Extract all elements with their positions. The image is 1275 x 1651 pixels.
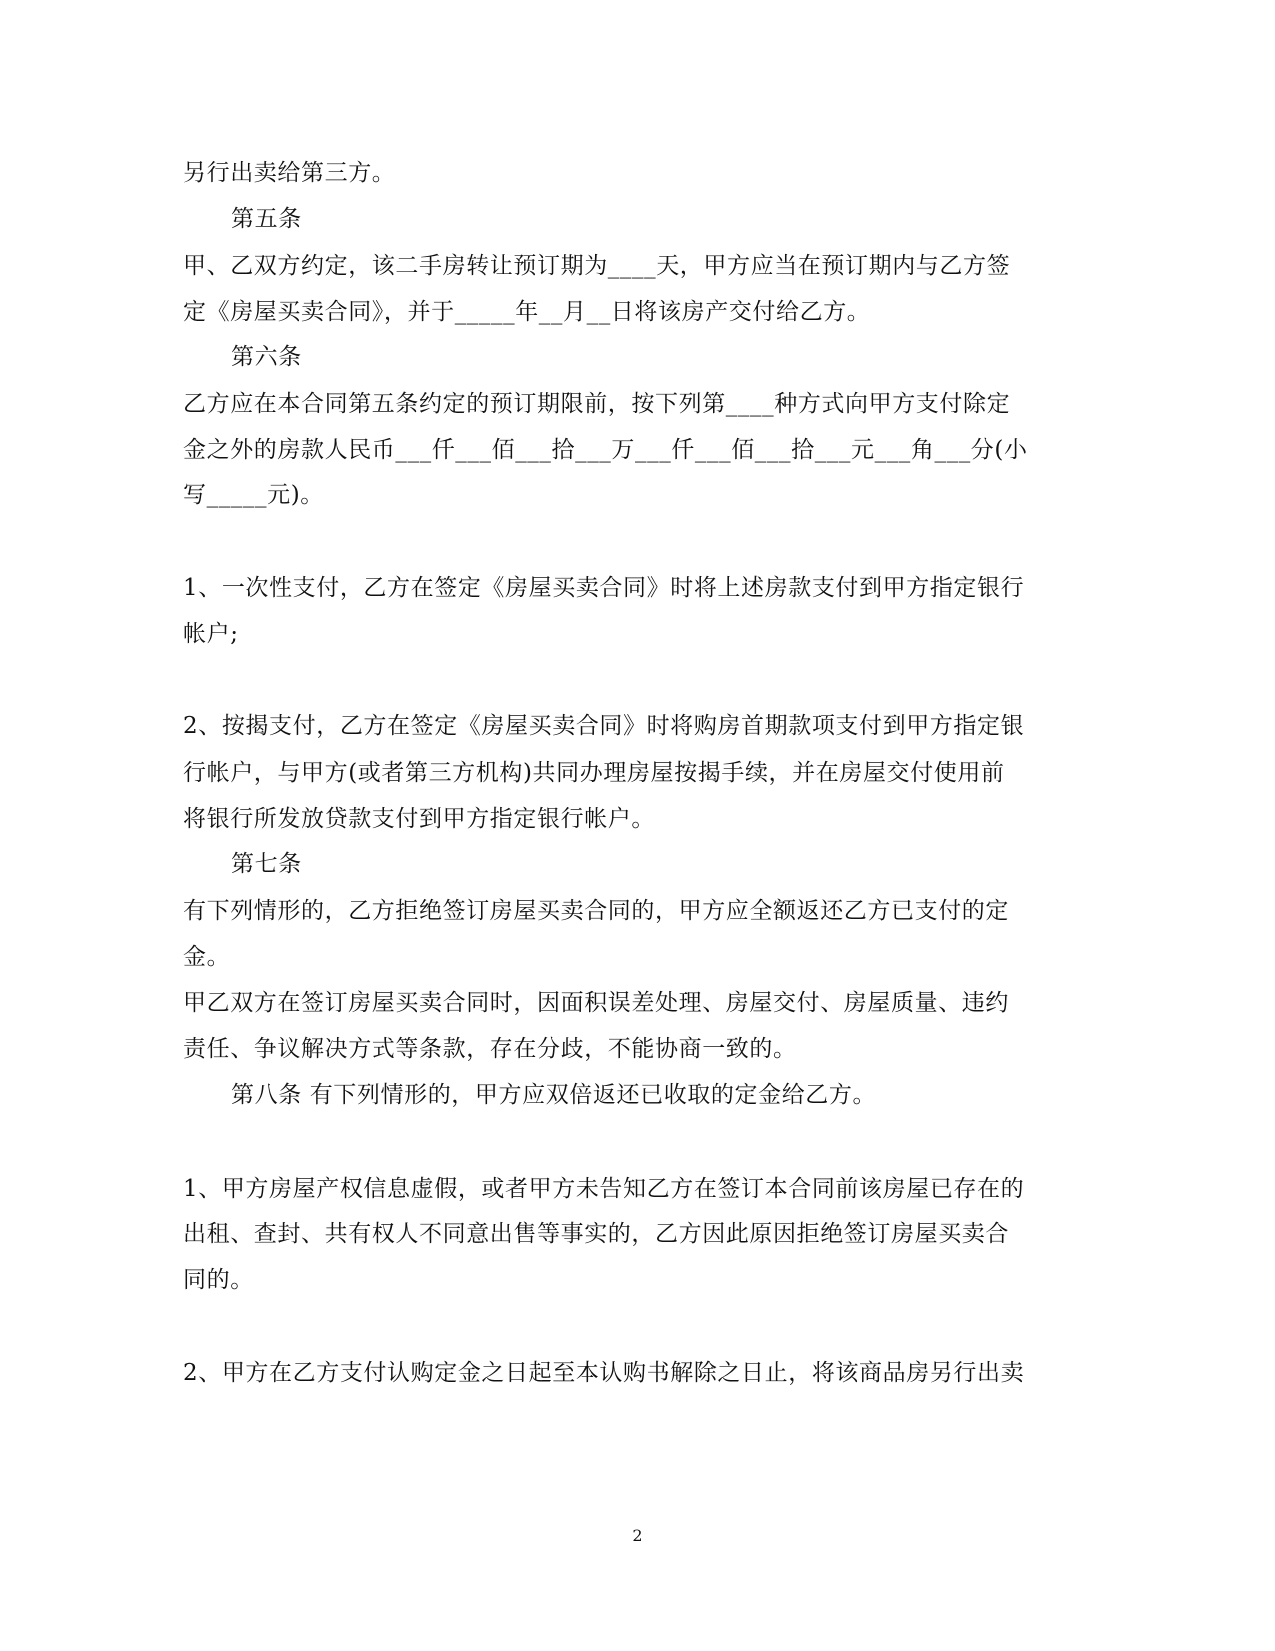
text-line: 乙方应在本合同第五条约定的预订期限前，按下列第____种方式向甲方支付除定 bbox=[183, 391, 1011, 417]
text-line: 甲乙双方在签订房屋买卖合同时，因面积误差处理、房屋交付、房屋质量、违约 bbox=[183, 990, 1009, 1016]
text-line: 行帐户，与甲方(或者第三方机构)共同办理房屋按揭手续，并在房屋交付使用前 bbox=[183, 760, 1005, 786]
page-number: 2 bbox=[632, 1526, 643, 1545]
text-line: 将银行所发放贷款支付到甲方指定银行帐户。 bbox=[183, 806, 655, 832]
text-line: 出租、查封、共有权人不同意出售等事实的，乙方因此原因拒绝签订房屋买卖合 bbox=[183, 1221, 1009, 1247]
article-heading: 第六条 bbox=[231, 344, 302, 370]
text-line: 定《房屋买卖合同》，并于_____年__月__日将该房产交付给乙方。 bbox=[183, 299, 871, 325]
article-heading: 第七条 bbox=[231, 851, 302, 877]
text-line: 金之外的房款人民币___仟___佰___拾___万___仟___佰___拾___元___角___分(小 bbox=[183, 437, 1028, 463]
text-line: 1、甲方房屋产权信息虚假，或者甲方未告知乙方在签订本合同前该房屋已存在的 bbox=[183, 1176, 1025, 1202]
text-line: 甲、乙双方约定，该二手房转让预订期为____天，甲方应当在预订期内与乙方签 bbox=[183, 253, 1011, 279]
text-line: 金。 bbox=[183, 944, 231, 970]
text-line: 有下列情形的，乙方拒绝签订房屋买卖合同的，甲方应全额返还乙方已支付的定 bbox=[183, 898, 1009, 924]
text-line: 写_____元)。 bbox=[183, 482, 324, 508]
article-heading: 第五条 bbox=[231, 206, 302, 232]
text-line: 2、甲方在乙方支付认购定金之日起至本认购书解除之日止，将该商品房另行出卖 bbox=[183, 1360, 1025, 1386]
text-line: 责任、争议解决方式等条款，存在分歧，不能协商一致的。 bbox=[183, 1036, 797, 1062]
text-line: 帐户; bbox=[183, 621, 239, 647]
article-heading: 第八条 有下列情形的，甲方应双倍返还已收取的定金给乙方。 bbox=[231, 1082, 877, 1108]
text-line: 另行出卖给第三方。 bbox=[183, 160, 396, 186]
text-line: 同的。 bbox=[183, 1267, 254, 1293]
text-line: 2、按揭支付，乙方在签定《房屋买卖合同》时将购房首期款项支付到甲方指定银 bbox=[183, 713, 1025, 739]
text-line: 1、一次性支付，乙方在签定《房屋买卖合同》时将上述房款支付到甲方指定银行 bbox=[183, 575, 1025, 601]
